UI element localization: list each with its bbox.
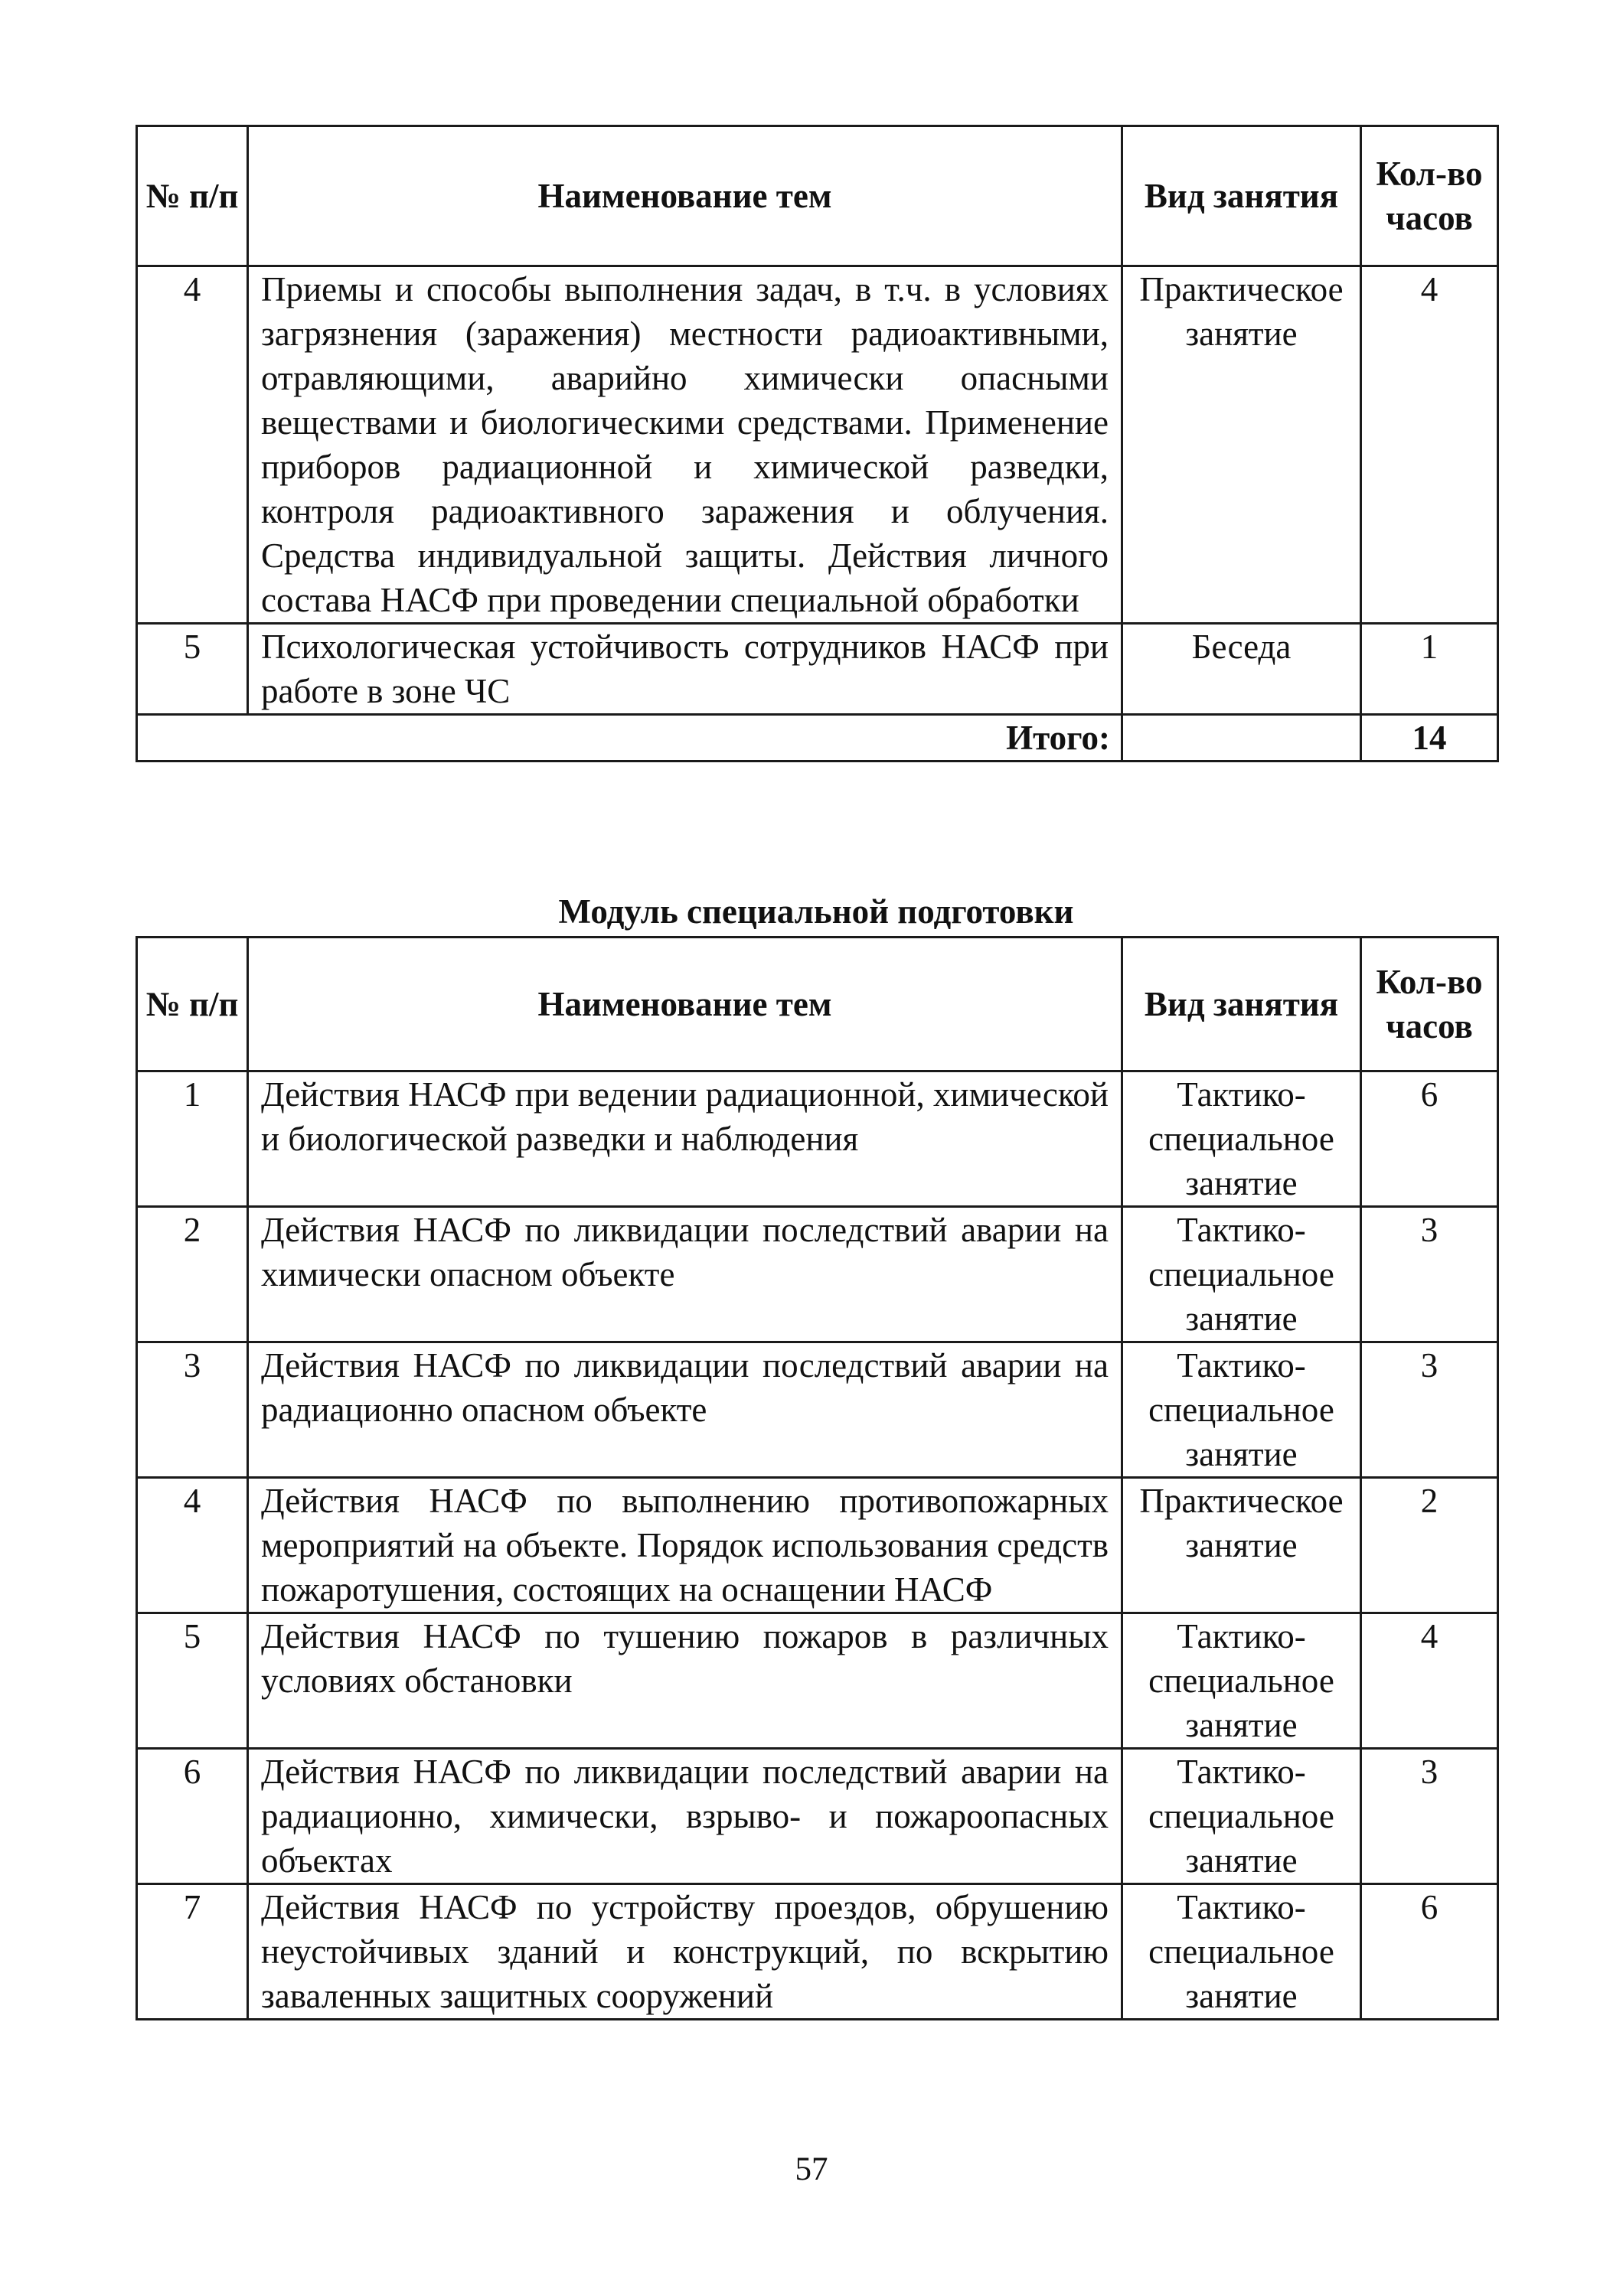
- header-name: Наименование тем: [248, 126, 1122, 266]
- row-num: 5: [137, 624, 248, 715]
- row-num: 4: [137, 266, 248, 624]
- row-num: 5: [137, 1613, 248, 1749]
- header-type: Вид занятия: [1122, 938, 1361, 1071]
- row-num: 6: [137, 1749, 248, 1884]
- row-topic: Действия НАСФ при ведении радиационной, химической и биологической разведки и наблюдения: [248, 1071, 1122, 1207]
- row-num: 4: [137, 1478, 248, 1613]
- table-row: [137, 1884, 1498, 2020]
- table-row: [137, 1749, 1498, 1884]
- row-topic: Психологическая устойчивость сотрудников НАСФ при работе в зоне ЧС: [248, 624, 1122, 715]
- header-hours: Кол-во часов: [1361, 126, 1498, 266]
- row-hours: 3: [1361, 1342, 1498, 1478]
- row-lesson-type: Тактико-специальное занятие: [1122, 1749, 1361, 1884]
- row-topic: Действия НАСФ по выполнению противопожарных мероприятий на объекте. Порядок использования средств пожаротушения, состоящих на оснащении НАСФ: [248, 1478, 1122, 1613]
- header-type: Вид занятия: [1122, 126, 1361, 266]
- table-row: [137, 1613, 1498, 1749]
- header-num: № п/п: [137, 938, 248, 1071]
- table-row: [137, 1071, 1498, 1207]
- page-number: 57: [795, 2151, 828, 2187]
- row-lesson-type: Беседа: [1122, 624, 1361, 715]
- row-num: 7: [137, 1884, 248, 2020]
- row-hours: 6: [1361, 1884, 1498, 2020]
- module-title: Модуль специальной подготовки: [558, 892, 1074, 931]
- total-row: [137, 715, 1498, 762]
- row-hours: 4: [1361, 1613, 1498, 1749]
- row-topic: Действия НАСФ по устройству проездов, обрушению неустойчивых зданий и конструкций, по вскрытию заваленных защитных сооружений: [248, 1884, 1122, 2020]
- row-topic: Действия НАСФ по ликвидации последствий аварии на радиационно опасном объекте: [248, 1342, 1122, 1478]
- row-hours: 4: [1361, 266, 1498, 624]
- table-row: [137, 624, 1498, 715]
- row-hours: 2: [1361, 1478, 1498, 1613]
- table-header-row: [137, 126, 1498, 266]
- row-hours: 1: [1361, 624, 1498, 715]
- row-lesson-type: Практическое занятие: [1122, 266, 1361, 624]
- special-training-table: [136, 936, 1499, 2020]
- header-name: Наименование тем: [248, 938, 1122, 1071]
- header-hours: Кол-во часов: [1361, 938, 1498, 1071]
- topics-table-continued: [136, 125, 1499, 762]
- row-hours: 6: [1361, 1071, 1498, 1207]
- row-num: 1: [137, 1071, 248, 1207]
- table-row: [137, 1478, 1498, 1613]
- row-lesson-type: Практическое занятие: [1122, 1478, 1361, 1613]
- row-hours: 3: [1361, 1207, 1498, 1342]
- total-value: 14: [1361, 715, 1498, 762]
- header-num: № п/п: [137, 126, 248, 266]
- row-num: 2: [137, 1207, 248, 1342]
- row-lesson-type: Тактико-специальное занятие: [1122, 1342, 1361, 1478]
- table-row: [137, 266, 1498, 624]
- row-hours: 3: [1361, 1749, 1498, 1884]
- row-topic: Действия НАСФ по ликвидации последствий аварии на радиационно, химически, взрыво- и пожароопасных объектах: [248, 1749, 1122, 1884]
- row-topic: Действия НАСФ по ликвидации последствий аварии на химически опасном объекте: [248, 1207, 1122, 1342]
- total-empty-cell: [1122, 715, 1361, 762]
- row-num: 3: [137, 1342, 248, 1478]
- row-topic: Приемы и способы выполнения задач, в т.ч. в условиях загрязнения (заражения) местности радиоактивными, отравляющими, аварийно химически опасными веществами и биологическими средствами. Применение приборов радиационной и химической разведки, контроля радиоактивного заражения и облучения. Средства индивидуальной защиты. Действия личного состава НАСФ при проведении специальной обработки: [248, 266, 1122, 624]
- row-lesson-type: Тактико-специальное занятие: [1122, 1884, 1361, 2020]
- row-topic: Действия НАСФ по тушению пожаров в различных условиях обстановки: [248, 1613, 1122, 1749]
- table-row: [137, 1207, 1498, 1342]
- total-label: Итого:: [137, 715, 1122, 762]
- row-lesson-type: Тактико-специальное занятие: [1122, 1207, 1361, 1342]
- table-header-row: [137, 938, 1498, 1071]
- table-row: [137, 1342, 1498, 1478]
- row-lesson-type: Тактико-специальное занятие: [1122, 1613, 1361, 1749]
- row-lesson-type: Тактико-специальное занятие: [1122, 1071, 1361, 1207]
